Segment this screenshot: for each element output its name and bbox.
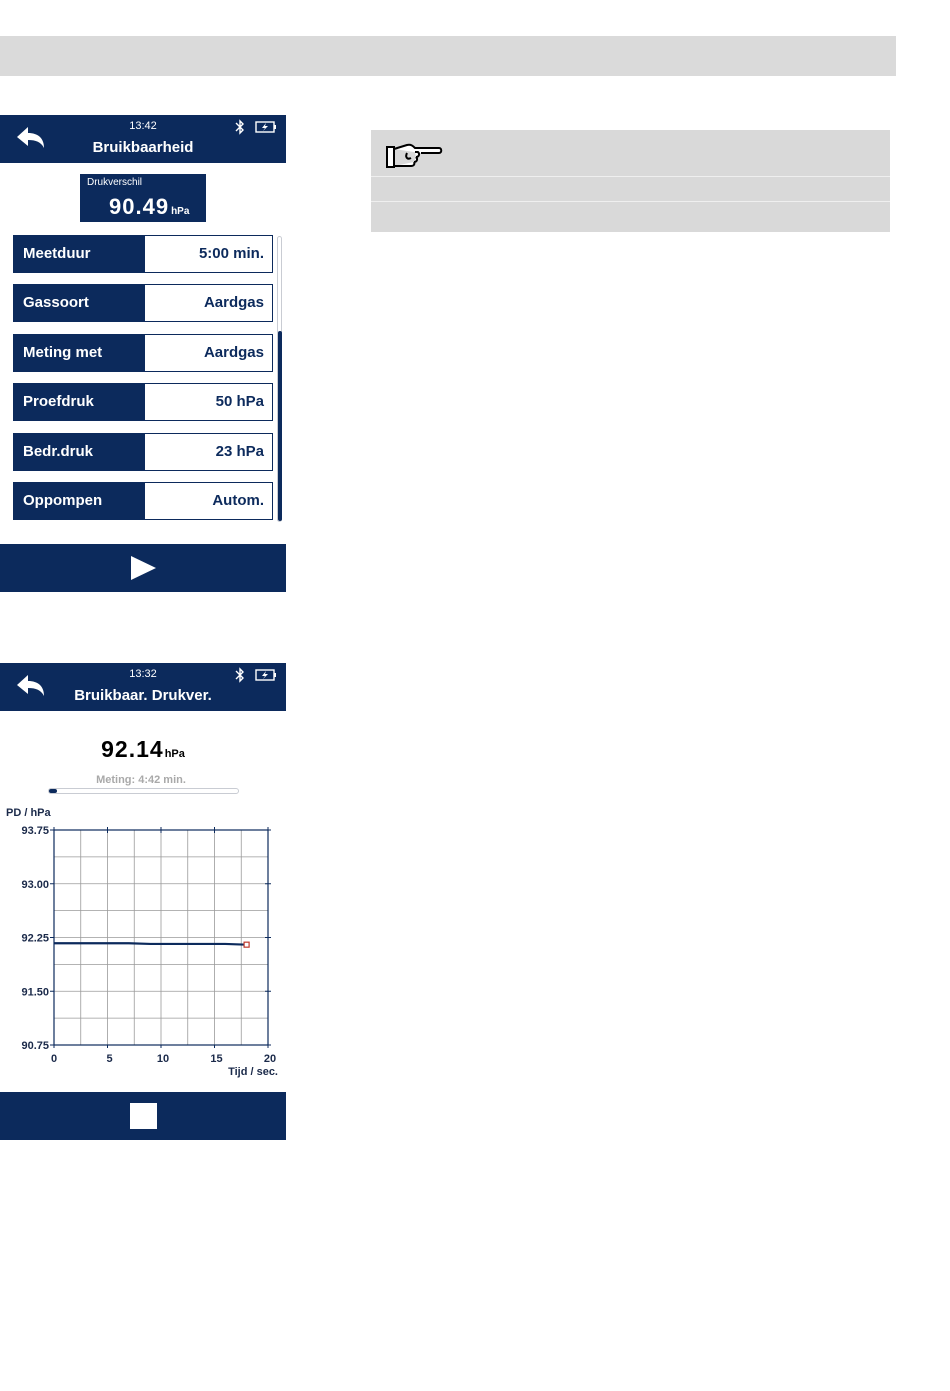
start-button[interactable] xyxy=(0,544,286,592)
drukverschil-box xyxy=(80,174,206,222)
current-pressure-unit: hPa xyxy=(164,748,185,760)
stop-button[interactable] xyxy=(0,1092,286,1140)
setting-value[interactable]: 50 hPa xyxy=(144,383,273,421)
drukverschil-value-wrap xyxy=(109,194,189,220)
y-axis-label: PD / hPa xyxy=(6,807,51,819)
measurement-time: Meting: 4:42 min. xyxy=(96,774,186,786)
setting-value[interactable]: Aardgas xyxy=(144,334,273,372)
y-tick-label: 93.00 xyxy=(21,878,49,891)
drukverschil-unit: hPa xyxy=(171,206,190,217)
note-panel xyxy=(371,130,890,232)
screen-bruikbaar-drukver xyxy=(0,663,286,1140)
y-tick-label: 91.50 xyxy=(21,986,49,999)
y-tick-label: 93.75 xyxy=(21,825,49,837)
clock: 13:32 xyxy=(129,668,157,680)
note-divider xyxy=(371,176,890,177)
setting-row-meting-met[interactable] xyxy=(13,334,273,372)
setting-value[interactable]: 5:00 min. xyxy=(144,235,273,273)
play-icon xyxy=(131,556,156,580)
x-tick-label: 15 xyxy=(210,1053,223,1065)
setting-label: Gassoort xyxy=(13,284,144,322)
header-band xyxy=(0,36,896,76)
x-tick-label: 0 xyxy=(50,1053,58,1065)
setting-value[interactable]: Autom. xyxy=(144,482,273,520)
setting-value[interactable]: 23 hPa xyxy=(144,433,273,471)
pressure-chart xyxy=(0,803,286,1085)
setting-row-bedrijfsdruk[interactable] xyxy=(13,433,273,471)
drukverschil-label: Drukverschil xyxy=(87,177,143,188)
note-divider xyxy=(371,201,890,202)
setting-row-oppompen[interactable] xyxy=(13,482,273,520)
setting-label: Meetduur xyxy=(13,235,144,273)
battery-charging-icon xyxy=(255,669,277,681)
setting-row-gassoort[interactable] xyxy=(13,284,273,322)
setting-label: Proefdruk xyxy=(13,383,144,421)
current-pressure-value: 92.14 xyxy=(101,736,164,762)
setting-row-meetduur[interactable] xyxy=(13,235,273,273)
screen-header xyxy=(0,115,286,163)
measurement-progress-fill xyxy=(49,789,57,793)
x-tick-label: 5 xyxy=(106,1053,113,1065)
bluetooth-icon xyxy=(234,667,246,683)
setting-label: Bedr.druk xyxy=(13,433,144,471)
setting-label: Oppompen xyxy=(13,482,144,520)
screen-bruikbaarheid xyxy=(0,115,286,592)
setting-label: Meting met xyxy=(13,334,144,372)
setting-value[interactable]: Aardgas xyxy=(144,284,273,322)
scrollbar-thumb[interactable] xyxy=(278,331,282,521)
screen-title: Bruikbaar. Drukver. xyxy=(74,687,212,704)
screen-header xyxy=(0,663,286,711)
measurement-progress xyxy=(48,788,239,794)
x-tick-label: 20 xyxy=(263,1053,277,1065)
x-tick-label: 10 xyxy=(156,1053,170,1065)
drukverschil-value: 90.49 xyxy=(109,194,170,219)
series-line xyxy=(54,943,247,944)
y-tick-label: 90.75 xyxy=(21,1040,49,1052)
last-point-marker xyxy=(244,942,249,947)
battery-charging-icon xyxy=(255,121,277,133)
current-pressure xyxy=(0,736,286,763)
bluetooth-icon xyxy=(234,119,246,135)
pointing-hand-icon xyxy=(385,141,443,171)
y-tick-label: 92.25 xyxy=(21,932,49,945)
screen-title: Bruikbaarheid xyxy=(92,139,194,156)
stop-icon xyxy=(130,1103,157,1129)
clock: 13:42 xyxy=(129,120,157,132)
x-axis-label: Tijd / sec. xyxy=(228,1066,278,1078)
setting-row-proefdruk[interactable] xyxy=(13,383,273,421)
